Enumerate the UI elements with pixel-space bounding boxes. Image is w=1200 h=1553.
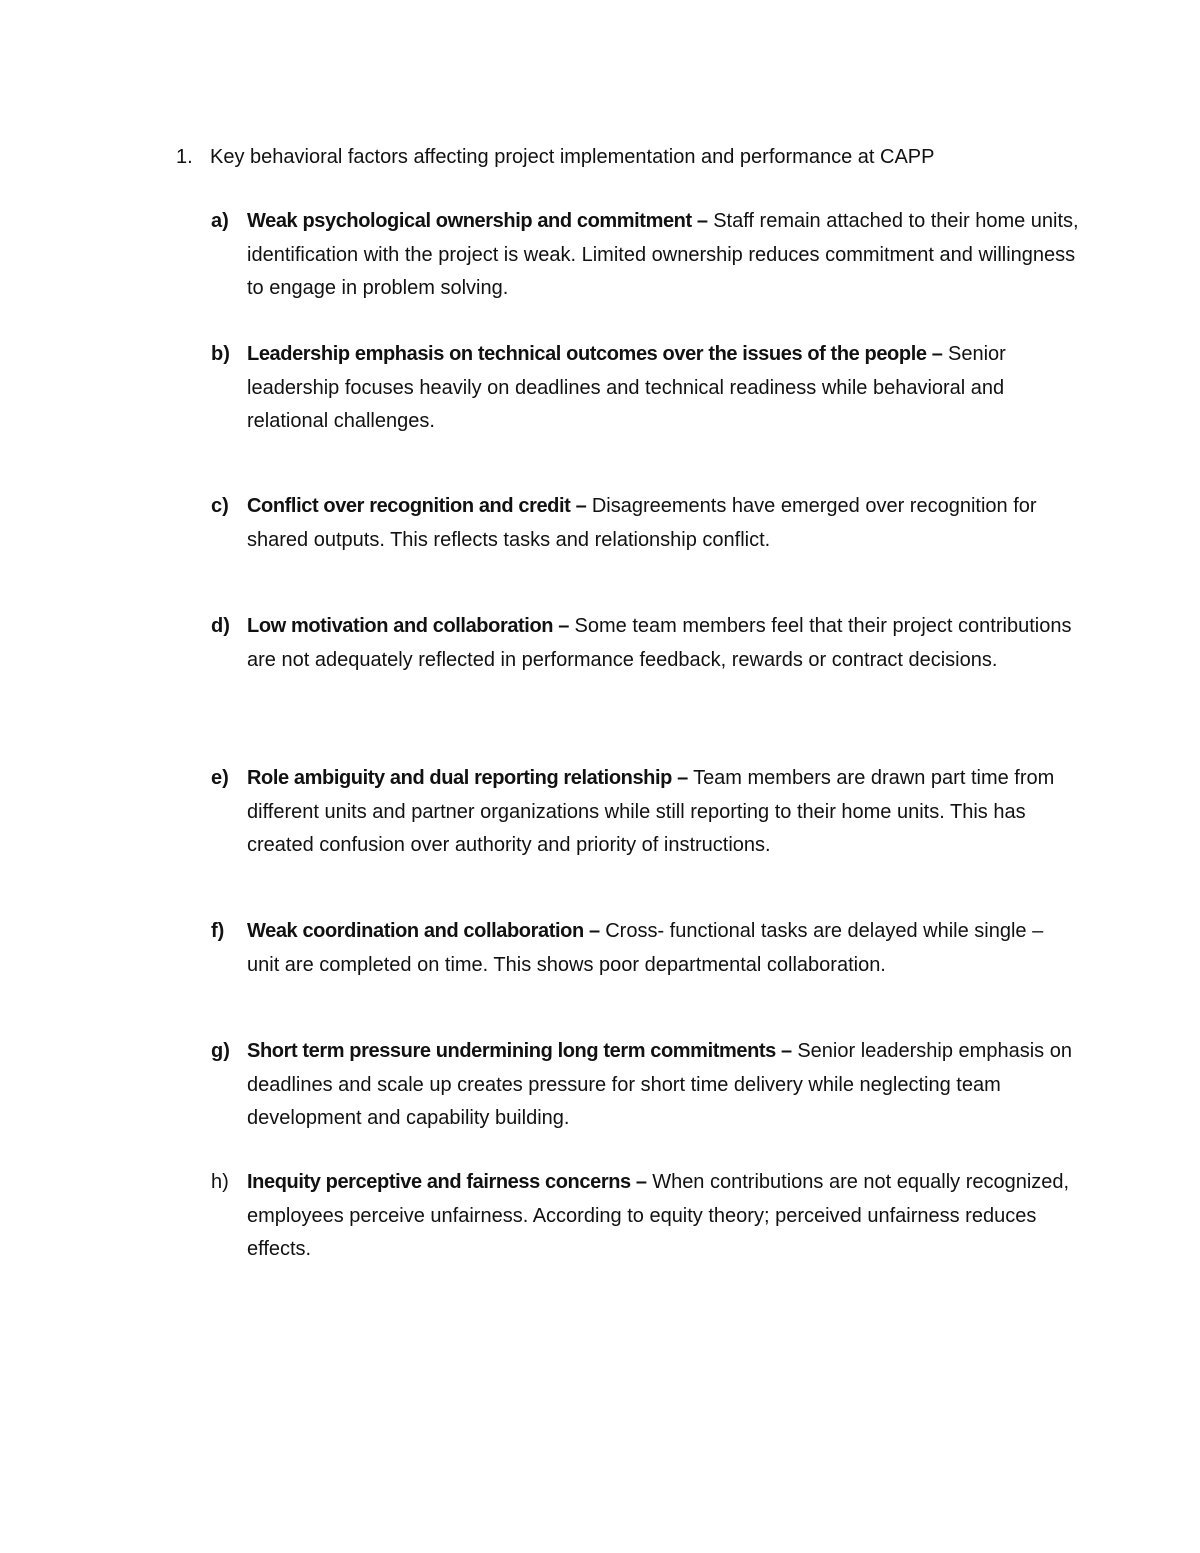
list-item-f: [211, 915, 1081, 982]
item-title: Leadership emphasis on technical outcomes over the issues of the people –: [247, 343, 943, 365]
list-item-h: [211, 1166, 1081, 1267]
item-marker: c): [211, 495, 229, 517]
item-text: When contributions are not equally recognized, employees perceive unfairness. According to equity theory; perceived unfairness reduces effects.: [247, 1171, 1070, 1260]
list-item-b: [211, 338, 1081, 439]
item-text: Senior leadership focuses heavily on deadlines and technical readiness while behavioral and relational challenges.: [247, 343, 1006, 432]
item-title: Weak psychological ownership and commitment –: [247, 210, 708, 232]
item-title: Inequity perceptive and fairness concerns –: [247, 1171, 647, 1193]
list-item-a: [211, 205, 1081, 306]
item-text: Some team members feel that their project contributions are not adequately reflected in performance feedback, rewards or contract decisions.: [247, 615, 1072, 671]
item-marker: h): [211, 1171, 229, 1193]
section-heading: [176, 142, 934, 172]
item-title: Short term pressure undermining long term commitments –: [247, 1040, 792, 1062]
heading-number: 1.: [176, 146, 193, 168]
item-text: Cross- functional tasks are delayed while single – unit are completed on time. This shows poor departmental collaboration.: [247, 920, 1044, 976]
item-text: Team members are drawn part time from different units and partner organizations while still reporting to their home units. This has created confusion over authority and priority of instructions.: [247, 767, 1055, 856]
item-marker: a): [211, 210, 229, 232]
heading-text: Key behavioral factors affecting project implementation and performance at CAPP: [210, 146, 935, 168]
item-title: Conflict over recognition and credit –: [247, 495, 587, 517]
item-marker: f): [211, 920, 225, 942]
item-title: Role ambiguity and dual reporting relationship –: [247, 767, 688, 789]
item-text: Disagreements have emerged over recognition for shared outputs. This reflects tasks and relationship conflict.: [247, 495, 1037, 551]
item-marker: d): [211, 615, 230, 637]
item-text: Senior leadership emphasis on deadlines and scale up creates pressure for short time delivery while neglecting team development and capability building.: [247, 1040, 1072, 1129]
list-item-d: [211, 610, 1081, 677]
item-text: Staff remain attached to their home units, identification with the project is weak. Limited ownership reduces commitment and willingness to engage in problem solving.: [247, 210, 1079, 299]
item-marker: e): [211, 767, 229, 789]
list-item-e: [211, 762, 1081, 863]
list-item-c: [211, 490, 1081, 557]
list-item-g: [211, 1035, 1081, 1136]
item-marker: b): [211, 343, 230, 365]
item-title: Weak coordination and collaboration –: [247, 920, 600, 942]
item-title: Low motivation and collaboration –: [247, 615, 569, 637]
item-marker: g): [211, 1040, 230, 1062]
